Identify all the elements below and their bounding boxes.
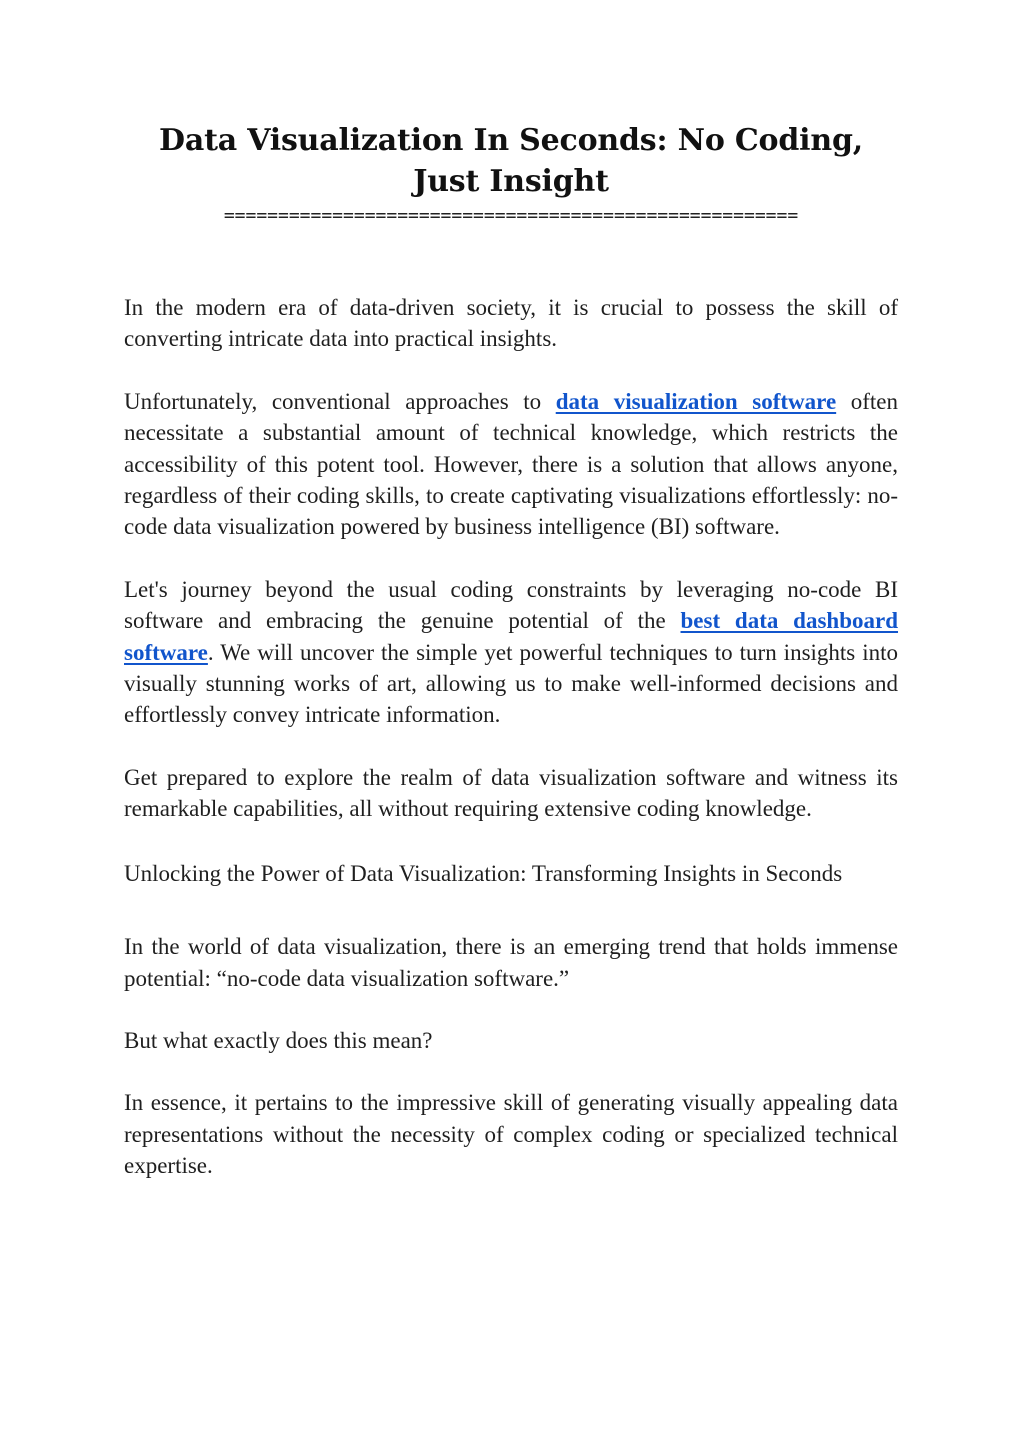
paragraph-question: But what exactly does this mean? [124,1027,433,1053]
paragraph-unfortunately [124,386,898,543]
paragraph-essence: In essence, it pertains to the impressive skill of generating visually appealing data representations without the necessity of complex coding or specialized technical expertise. [124,1090,898,1179]
section-subheading: Unlocking the Power of Data Visualization: Transforming Insights in Seconds [124,860,843,886]
data-visualization-software-link[interactable]: data visualization software [555,388,837,414]
paragraph-text: Let's journey beyond the usual coding constraints by leveraging no-code BI software and embracing the genuine potential of the [124,576,898,634]
paragraph-world: In the world of data visualization, there is an emerging trend that holds immense potential: “no-code data visualization software.” [124,934,898,991]
best-data-dashboard-software-link[interactable]: best data dashboard software [124,608,899,665]
paragraph-text: often necessitate a substantial amount of technical knowledge, which restricts the accessibility of this potent tool. However, there is a solution that allows anyone, regardless of their coding skills, to create captivating visualizations effortlessly: no-code data visualization powered by business intelligence (BI) software. [124,388,899,540]
paragraph-get-prepared: Get prepared to explore the realm of data visualization software and witness its remarkable capabilities, all without requiring extensive coding knowledge. [124,764,898,822]
document-title: Data Visualization In Seconds: No Coding, Just Insight [159,123,863,199]
paragraph-intro: In the modern era of data-driven society, it is crucial to possess the skill of converting intricate data into practical insights. [124,295,898,352]
paragraph-text: . We will uncover the simple yet powerful techniques to turn insights into visually stunning works of art, allowing us to make well-informed decisions and effortlessly convey intricate information. [124,639,898,728]
document-page [124,120,898,1182]
paragraph-text: Unfortunately, conventional approaches to [124,388,556,414]
title-separator: ===================================================== [223,205,799,226]
paragraph-journey [124,574,898,731]
